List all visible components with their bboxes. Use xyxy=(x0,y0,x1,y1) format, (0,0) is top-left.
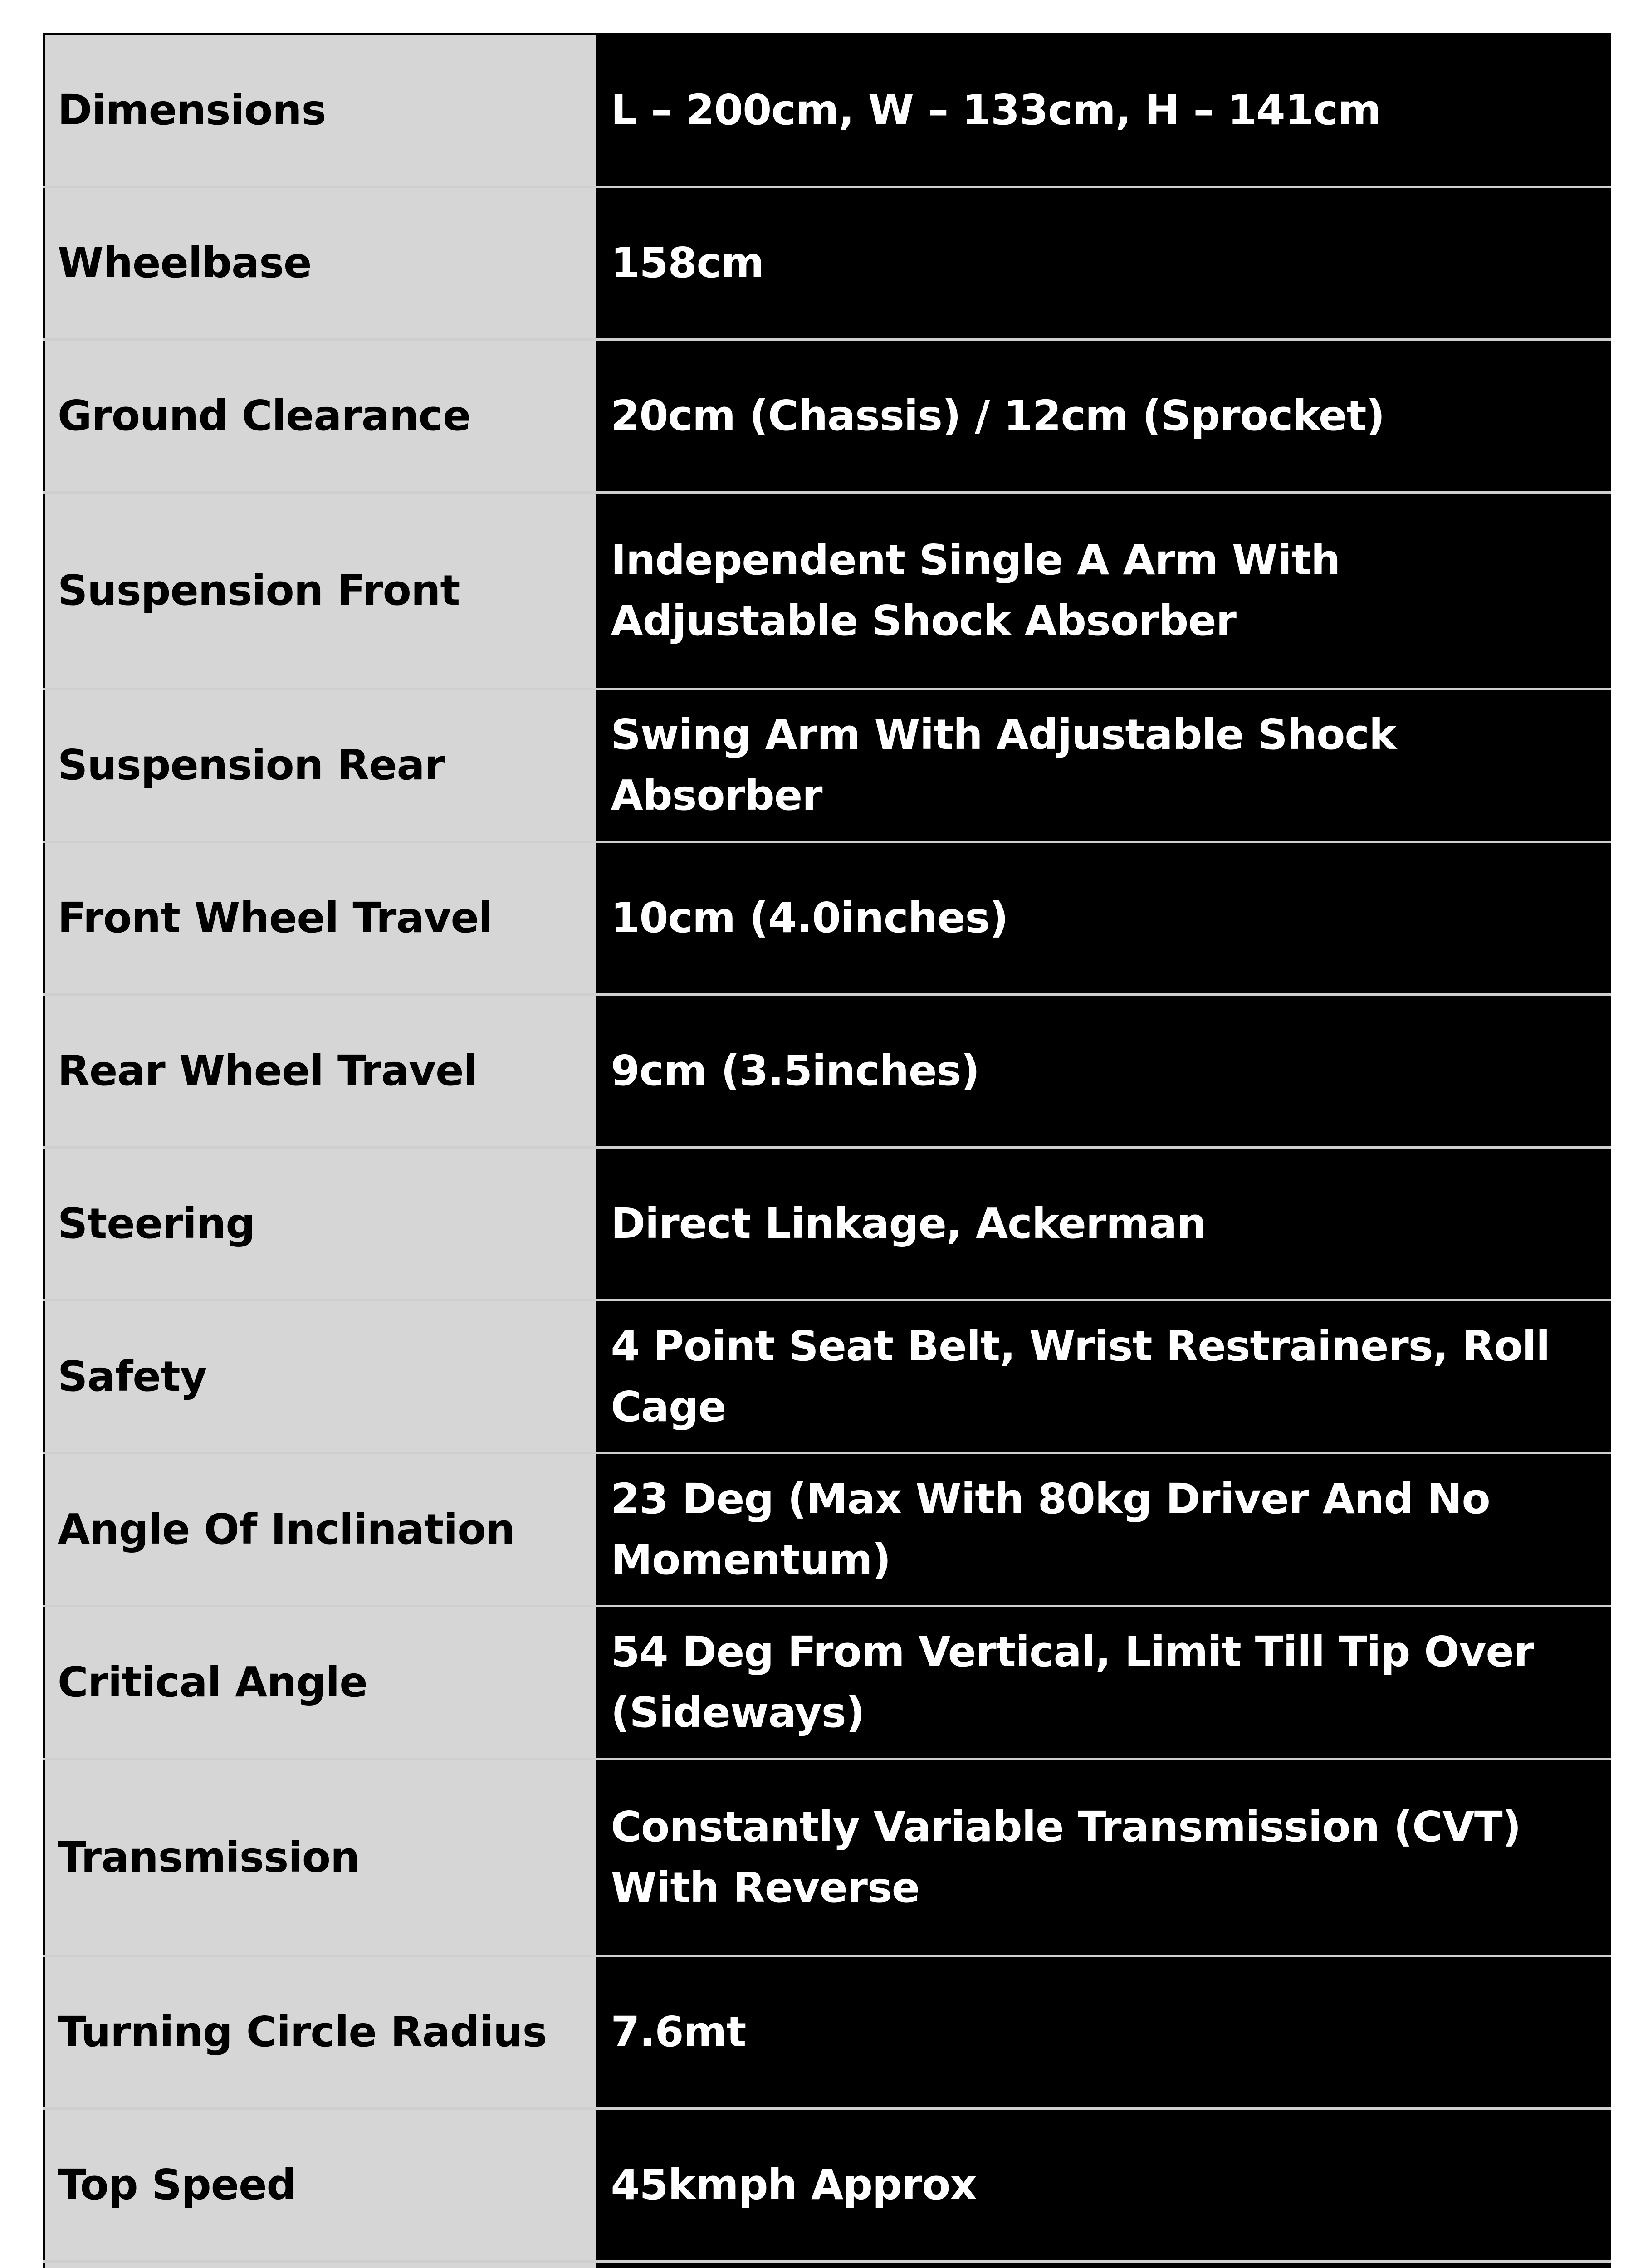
spec-label: Critical Angle xyxy=(44,1606,597,1759)
spec-value: 7.6mt xyxy=(597,1955,1610,2108)
spec-label: Transmission xyxy=(44,1759,597,1955)
spec-value: 9cm (3.5inches) xyxy=(597,995,1610,1148)
spec-label: Dimensions xyxy=(44,34,597,187)
spec-label xyxy=(44,2261,597,2268)
spec-value: 4 Point Seat Belt, Wrist Restrainers, Roll Cage xyxy=(597,1300,1610,1453)
spec-value xyxy=(597,2261,1610,2268)
spec-row xyxy=(44,689,1610,842)
spec-label: Wheelbase xyxy=(44,187,597,340)
spec-row xyxy=(44,1453,1610,1606)
spec-row xyxy=(44,1300,1610,1453)
spec-value: Direct Linkage, Ackerman xyxy=(597,1148,1610,1300)
spec-label: Top Speed xyxy=(44,2108,597,2261)
spec-label: Suspension Rear xyxy=(44,689,597,842)
spec-value: 20cm (Chassis) / 12cm (Sprocket) xyxy=(597,340,1610,493)
spec-row xyxy=(44,2108,1610,2261)
spec-value: Swing Arm With Adjustable Shock Absorber xyxy=(597,689,1610,842)
spec-table xyxy=(43,33,1611,2268)
spec-label: Rear Wheel Travel xyxy=(44,995,597,1148)
spec-label: Ground Clearance xyxy=(44,340,597,493)
spec-row xyxy=(44,2261,1610,2268)
spec-row xyxy=(44,493,1610,689)
spec-row xyxy=(44,1759,1610,1955)
spec-value: 45kmph Approx xyxy=(597,2108,1610,2261)
spec-row xyxy=(44,1955,1610,2108)
spec-value: L – 200cm, W – 133cm, H – 141cm xyxy=(597,34,1610,187)
spec-row xyxy=(44,187,1610,340)
spec-label: Steering xyxy=(44,1148,597,1300)
spec-value: Constantly Variable Transmission (CVT) With Reverse xyxy=(597,1759,1610,1955)
spec-label: Angle Of Inclination xyxy=(44,1453,597,1606)
spec-label: Suspension Front xyxy=(44,493,597,689)
spec-row xyxy=(44,995,1610,1148)
spec-label: Safety xyxy=(44,1300,597,1453)
spec-value: Independent Single A Arm With Adjustable Shock Absorber xyxy=(597,493,1610,689)
spec-label: Front Wheel Travel xyxy=(44,842,597,995)
spec-value: 10cm (4.0inches) xyxy=(597,842,1610,995)
spec-row xyxy=(44,842,1610,995)
spec-value: 54 Deg From Vertical, Limit Till Tip Over (Sideways) xyxy=(597,1606,1610,1759)
spec-value: 158cm xyxy=(597,187,1610,340)
spec-row xyxy=(44,1606,1610,1759)
spec-row xyxy=(44,34,1610,187)
spec-value: 23 Deg (Max With 80kg Driver And No Momentum) xyxy=(597,1453,1610,1606)
spec-row xyxy=(44,340,1610,493)
spec-row xyxy=(44,1148,1610,1300)
spec-label: Turning Circle Radius xyxy=(44,1955,597,2108)
spec-table-body xyxy=(44,34,1610,2268)
